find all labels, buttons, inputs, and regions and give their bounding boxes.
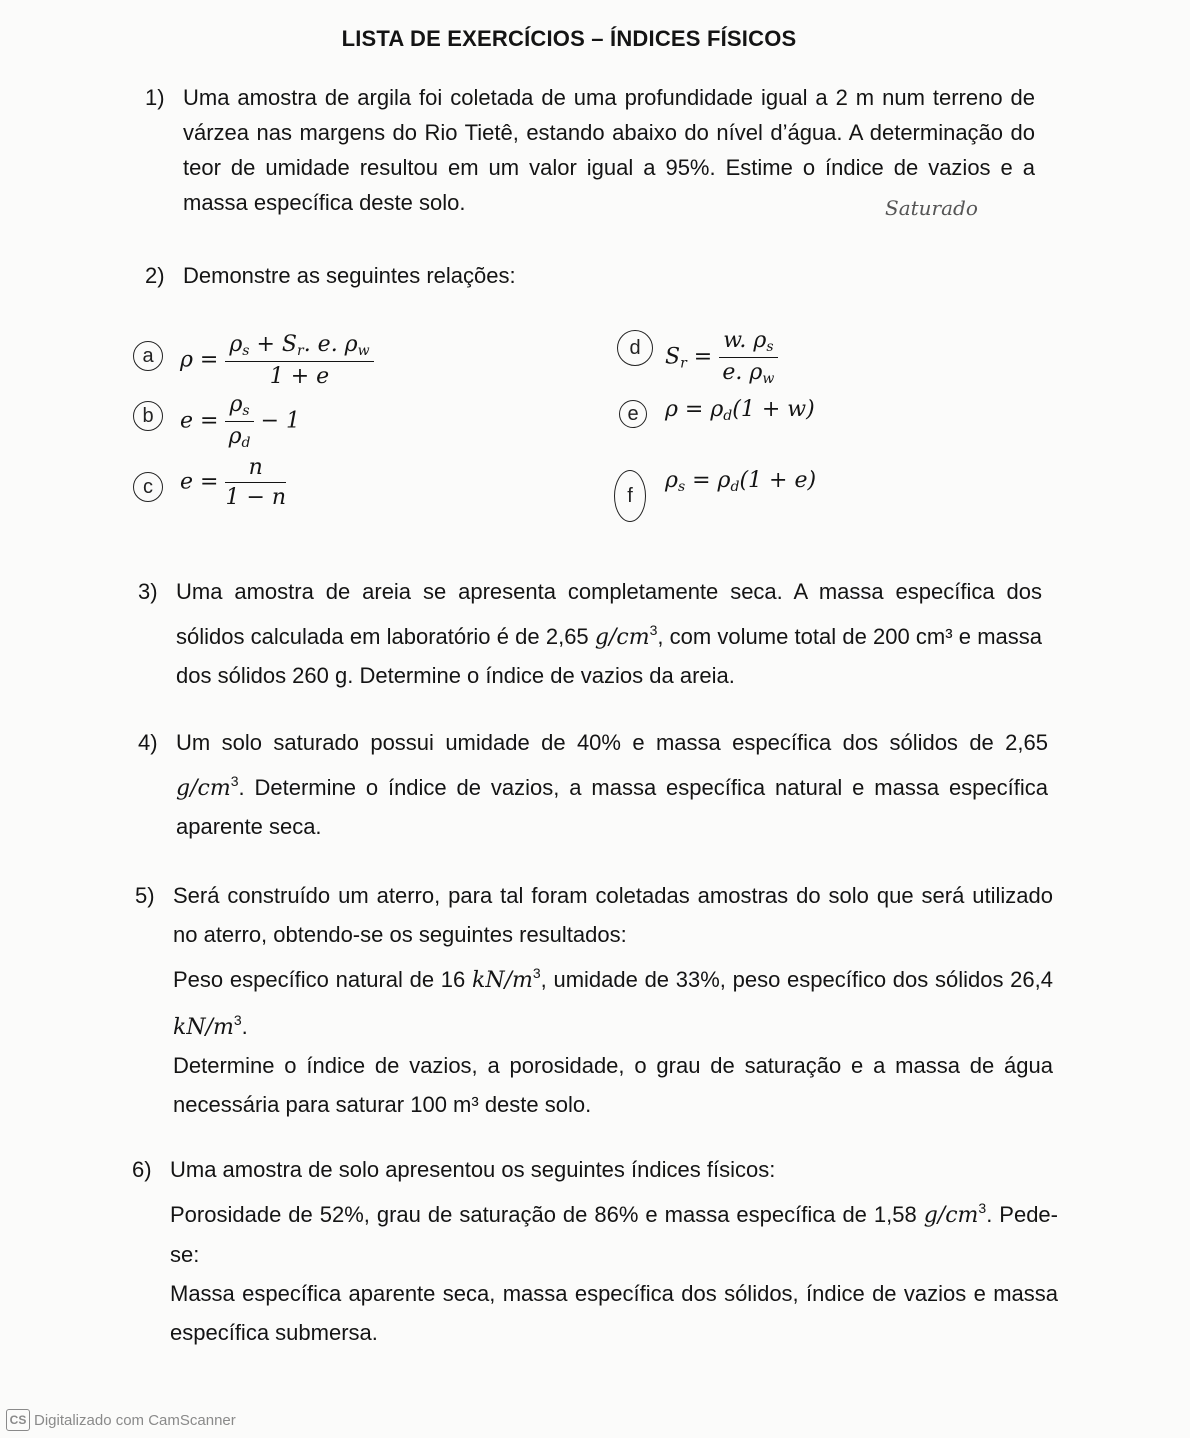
exercise-3 — [138, 573, 1042, 695]
exercise-text: Uma amostra de argila foi coletada de uma profundidade igual a 2 m num terreno de várzea nas margens do Rio Tietê, estando abaixo do nível d’água. A determinação do teor de umidade resultou em um valor igual a 95%. Estime o índice de vazios e a massa específica deste solo. — [183, 85, 1035, 215]
exercise-text: Uma amostra de areia se apresenta completamente seca. A massa específica dos sólidos calculada em laboratório é de 2,65 — [176, 579, 1042, 649]
circled-label-f: f — [614, 470, 646, 522]
formula-e: $\rho = \rho_d(1 + w)$ — [665, 397, 815, 424]
exercise-text: Será construído um aterro, para tal foram coletadas amostras do solo que será utilizado no aterro, obtendo-se os seguintes resultados: — [173, 883, 1053, 947]
exercise-text: . Determine o índice de vazios, a massa específica natural e massa específica aparente seca. — [176, 775, 1048, 839]
watermark-text: Digitalizado com CamScanner — [34, 1411, 236, 1429]
exercise-number: 2) — [145, 263, 165, 288]
circled-label-d: d — [617, 330, 653, 366]
exercise-text: Um solo saturado possui umidade de 40% e massa específica dos sólidos de 2,65 — [176, 730, 1048, 755]
exponent: 3 — [532, 965, 541, 981]
exponent: 3 — [978, 1200, 987, 1216]
exercise-number: 6) — [132, 1157, 152, 1182]
exponent: 3 — [649, 622, 658, 638]
exercise-number: 5) — [135, 883, 155, 908]
exercise-text: , umidade de 33%, peso específico dos sólidos 26,4 — [540, 967, 1054, 992]
handwritten-note: Saturado — [885, 196, 978, 220]
formula-d: $S_r$ = $\frac{w. \rho_s}{e. \rho_w}$ — [665, 328, 778, 387]
formula-b: e = $\frac{\rho_s}{\rho_d}$ − 1 — [180, 392, 300, 451]
exercise-text: Massa específica aparente seca, massa específica dos sólidos, índice de vazios e massa específica submersa. — [170, 1281, 1058, 1345]
unit: kN/m — [471, 968, 533, 993]
exercise-text: . Pede-se: — [170, 1202, 1058, 1267]
exercise-text: Peso específico natural de 16 — [173, 967, 472, 992]
exercise-text: Determine o índice de vazios, a porosidade, o grau de saturação e a massa de água necessária para saturar 100 m³ deste solo. — [173, 1053, 1053, 1117]
unit: g/cm — [176, 776, 231, 801]
unit: kN/m — [173, 1014, 234, 1040]
formula-a: ρ = $\frac{\rho_s + S_r. e. \rho_w}{1 + e}$ — [180, 332, 374, 389]
exercise-text: . — [241, 1013, 248, 1039]
exercise-5 — [135, 877, 1053, 1124]
unit: g/cm — [594, 625, 650, 650]
exercise-number: 4) — [138, 730, 158, 755]
exponent: 3 — [230, 773, 239, 789]
camscanner-watermark — [6, 1408, 236, 1432]
formula-f: $\rho_s = \rho_d(1 + e)$ — [665, 468, 817, 495]
circled-label-b: b — [133, 401, 163, 431]
exercise-text: Porosidade de 52%, grau de saturação de 86% e massa específica de 1,58 — [170, 1202, 924, 1227]
exercise-2 — [145, 257, 1035, 294]
unit: g/cm — [923, 1203, 979, 1228]
circled-label-a: a — [133, 341, 163, 371]
exercise-text: Demonstre as seguintes relações: — [183, 263, 516, 288]
formula-c: e = $\frac{n}{1 - n}$ — [180, 455, 287, 510]
exercise-4 — [138, 724, 1048, 846]
circled-label-e: e — [619, 400, 647, 428]
camscanner-logo-icon: CS — [6, 1409, 30, 1431]
exercise-number: 3) — [138, 579, 158, 604]
exercise-text: , com volume total de 200 cm³ e massa dos sólidos 260 g. Determine o índice de vazios da areia. — [176, 624, 1042, 688]
exponent: 3 — [233, 1011, 242, 1028]
exercise-number: 1) — [145, 85, 165, 110]
page-title: LISTA DE EXERCÍCIOS – ÍNDICES FÍSICOS — [341, 26, 797, 51]
circled-label-c: c — [133, 472, 163, 502]
exercise-text: Uma amostra de solo apresentou os seguintes índices físicos: — [170, 1157, 776, 1182]
exercise-6 — [132, 1150, 1058, 1352]
